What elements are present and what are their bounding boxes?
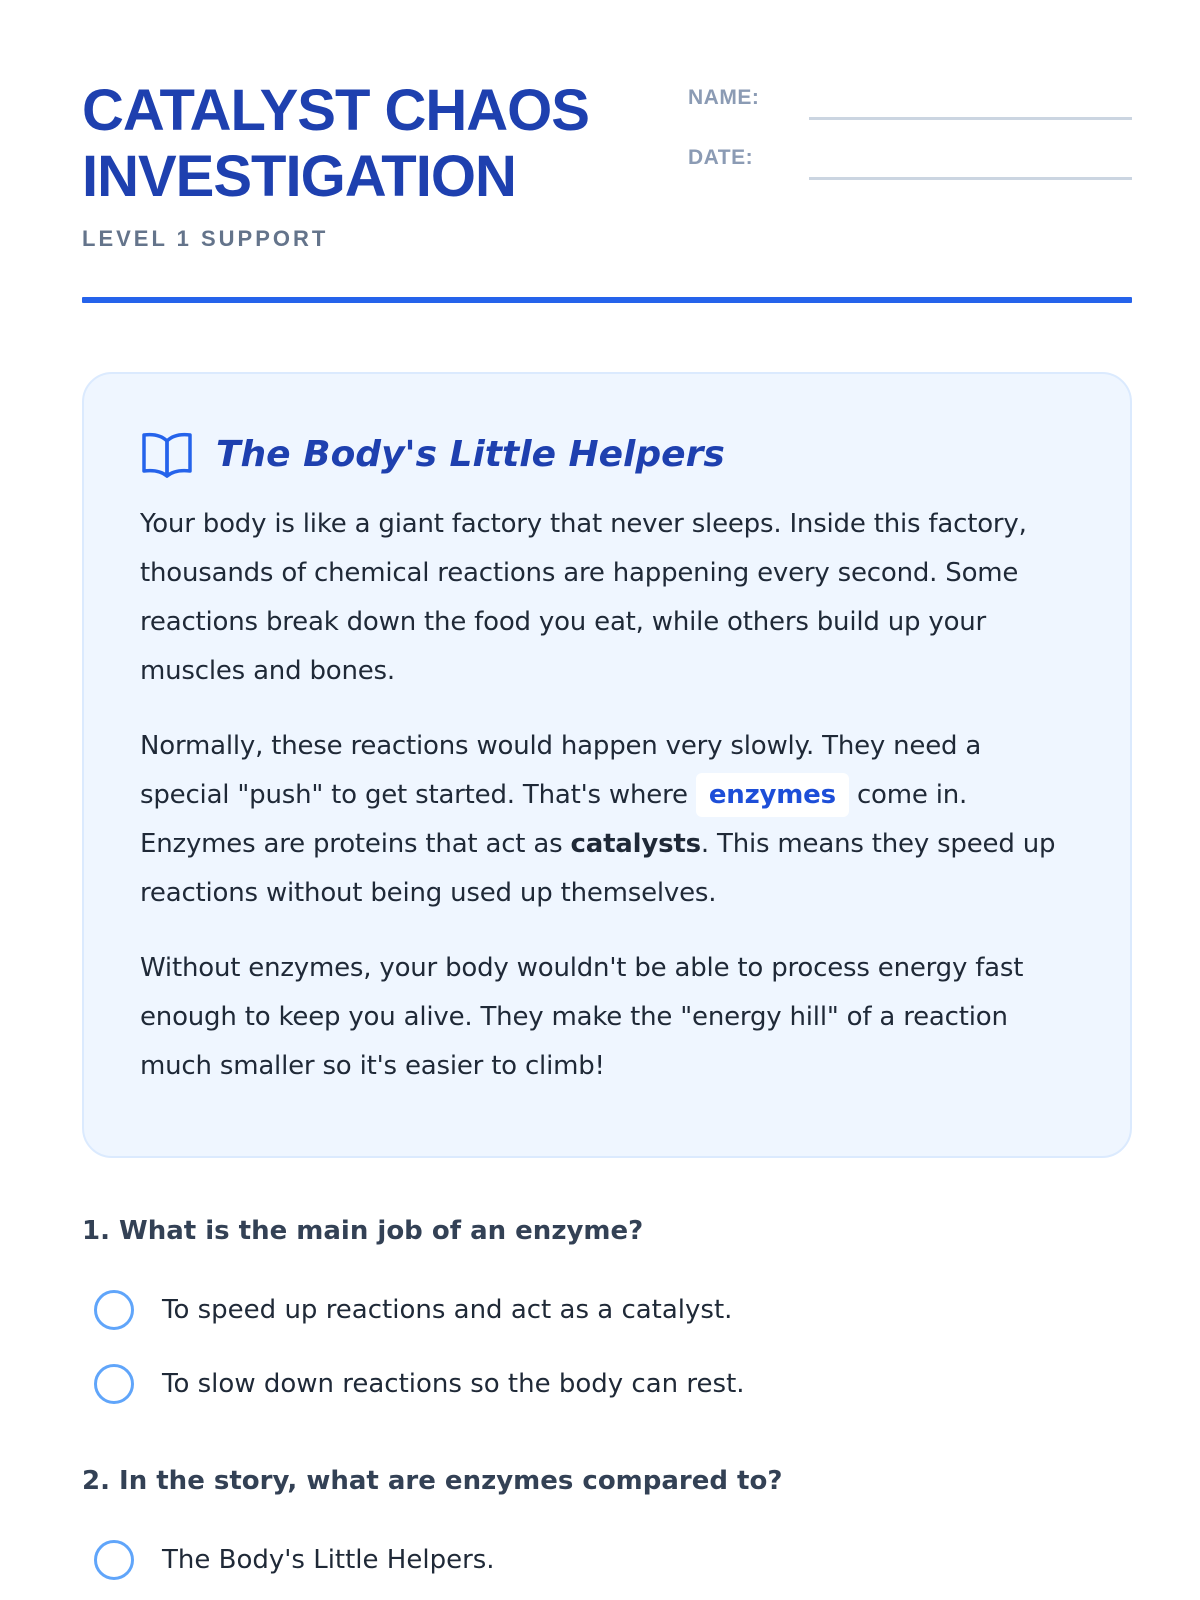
story-paragraph-3: Without enzymes, your body wouldn't be able to process energy fast enough to keep you alive. They make the "energy hill" of a reaction much smaller so it's easier to climb! xyxy=(140,953,1024,1081)
option-label: To speed up reactions and act as a catalyst. xyxy=(162,1295,733,1325)
story-paragraph-2 xyxy=(140,722,1074,918)
keyword-catalysts: catalysts xyxy=(570,829,701,859)
question-1-option-1[interactable] xyxy=(94,1290,732,1330)
keyword-enzymes: enzymes xyxy=(696,773,849,817)
title-line-1: CATALYST CHAOS xyxy=(82,78,589,143)
story-card xyxy=(82,372,1132,1158)
story-title: The Body's Little Helpers xyxy=(216,433,725,475)
level-label: LEVEL 1 SUPPORT xyxy=(82,226,329,251)
header-divider xyxy=(82,297,1132,303)
book-icon xyxy=(140,429,194,479)
story-header xyxy=(140,426,1074,482)
question-2: 2. In the story, what are enzymes compared to? xyxy=(82,1466,783,1496)
title-block xyxy=(82,78,642,252)
question-1-option-2[interactable] xyxy=(94,1364,745,1404)
student-fields xyxy=(688,82,1132,202)
story-paragraph-1: Your body is like a giant factory that never sleeps. Inside this factory, thousands of chemical reactions are happening every second. Some reactions break down the food you eat, while others build up your muscles and bones. xyxy=(140,509,1027,686)
date-field[interactable] xyxy=(688,142,1132,202)
name-line[interactable] xyxy=(809,117,1132,120)
name-label: NAME: xyxy=(688,86,760,109)
title-line-2: INVESTIGATION xyxy=(82,144,516,209)
page-title xyxy=(82,78,642,210)
name-field[interactable] xyxy=(688,82,1132,142)
radio-button[interactable] xyxy=(94,1540,134,1580)
p2-text-a: Normally, these reactions would happen very slowly. They need a special "push" to get started. That's where xyxy=(140,731,982,810)
option-label: The Body's Little Helpers. xyxy=(162,1545,495,1575)
question-1: 1. What is the main job of an enzyme? xyxy=(82,1216,644,1246)
question-2-option-1[interactable] xyxy=(94,1540,495,1580)
p2-text-c: . This means they speed up reactions without being used up themselves. xyxy=(140,829,1056,908)
radio-button[interactable] xyxy=(94,1364,134,1404)
date-line[interactable] xyxy=(809,177,1132,180)
p2-text-b: come in. Enzymes are proteins that act as xyxy=(140,780,968,859)
radio-button[interactable] xyxy=(94,1290,134,1330)
option-label: To slow down reactions so the body can rest. xyxy=(162,1369,745,1399)
date-label: DATE: xyxy=(688,146,754,169)
